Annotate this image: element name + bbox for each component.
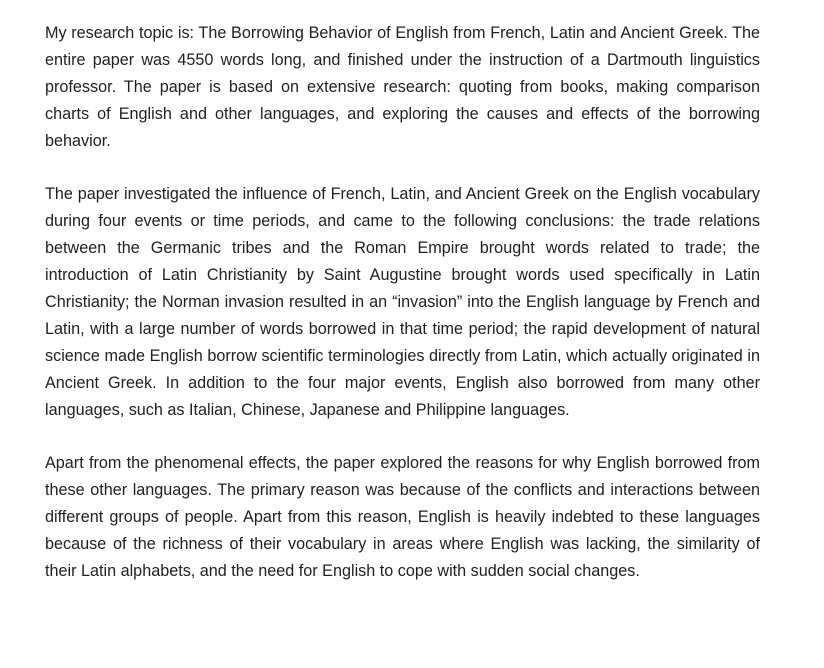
- paragraph-conclusions: The paper investigated the influence of French, Latin, and Ancient Greek on the English vocabulary during four events or time periods, and came to the following conclusions: the trade relations between the Germanic tribes and the Roman Empire brought words related to trade; the introduction of Latin Christianity by Saint Augustine brought words used specifically in Latin Christianity; the Norman invasion resulted in an “invasion” into the English language by French and Latin, with a large number of words borrowed in that time period; the rapid development of natural science made English borrow scientific terminologies directly from Latin, which actually originated in Ancient Greek. In addition to the four major events, English also borrowed from many other languages, such as Italian, Chinese, Japanese and Philippine languages.: [45, 185, 760, 419]
- paragraph-research-topic: My research topic is: The Borrowing Behavior of English from French, Latin and Ancient Greek. The entire paper was 4550 words long, and finished under the instruction of a Dartmouth linguistics professor. The paper is based on extensive research: quoting from books, making comparison charts of English and other languages, and exploring the causes and effects of the borrowing behavior.: [45, 24, 760, 150]
- paragraph-reasons: Apart from the phenomenal effects, the paper explored the reasons for why English borrowed from these other languages. The primary reason was because of the conflicts and interactions between different groups of people. Apart from this reason, English is heavily indebted to these languages because of the richness of their vocabulary in areas where English was lacking, the similarity of their Latin alphabets, and the need for English to cope with sudden social changes.: [45, 454, 760, 581]
- document-body: [45, 20, 760, 585]
